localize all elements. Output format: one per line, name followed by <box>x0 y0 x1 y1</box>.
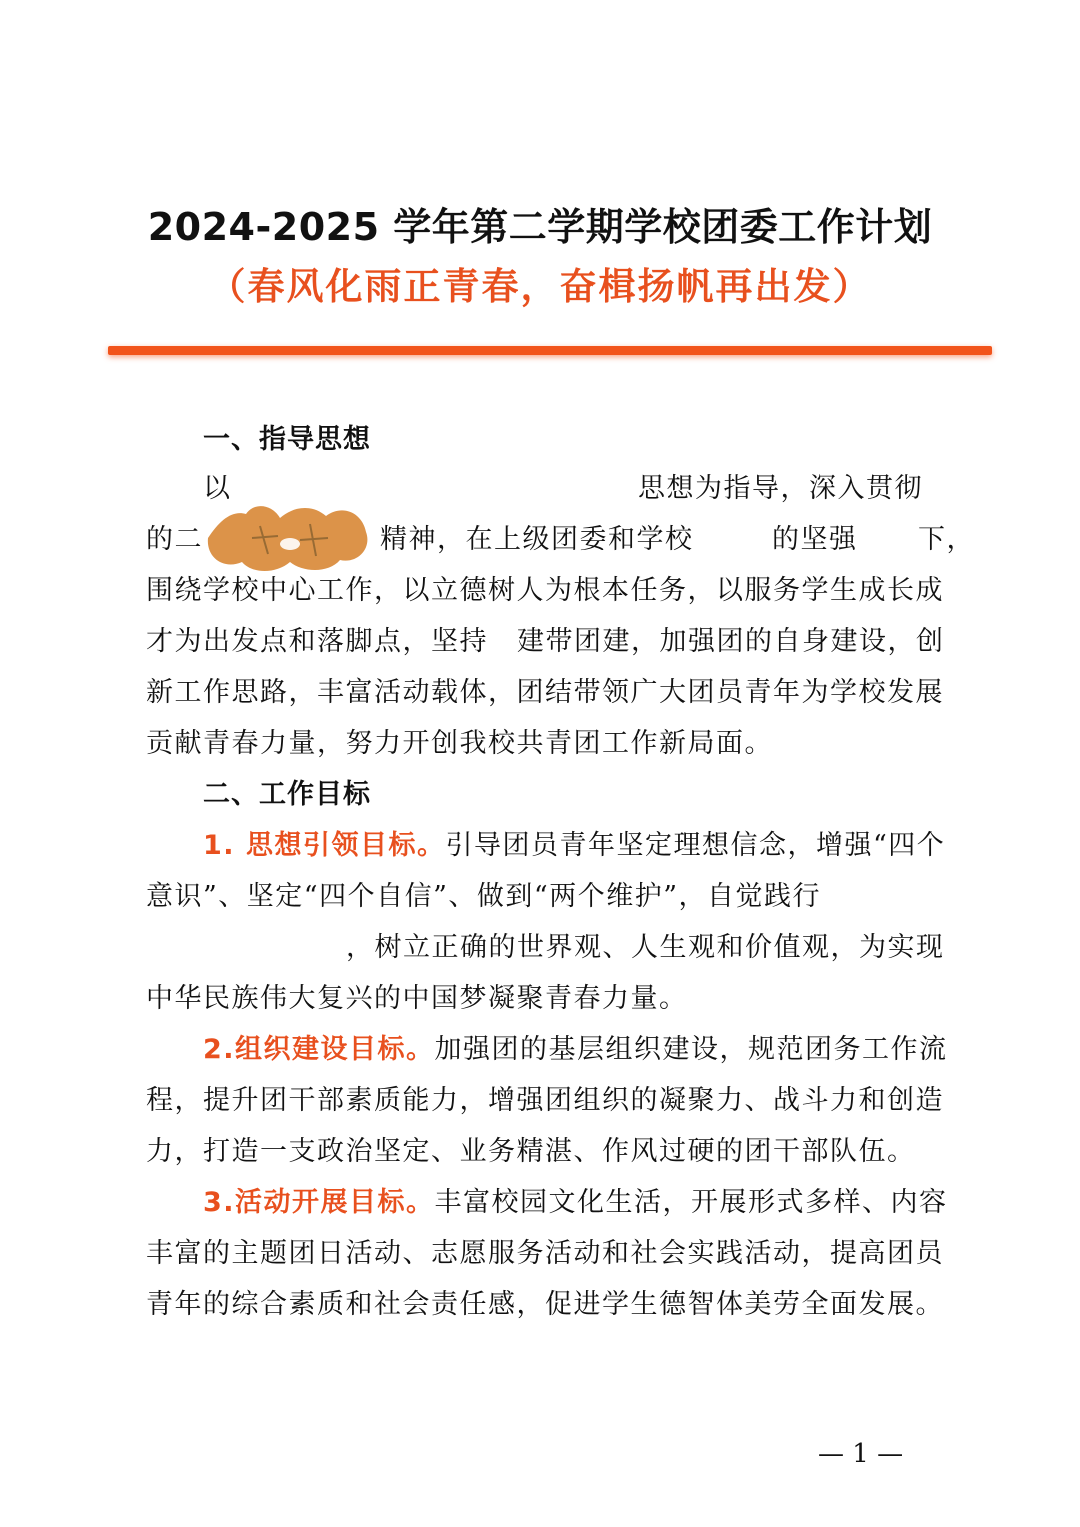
s1-line1-end: 思想为指导，深入贯彻 <box>638 473 923 504</box>
s1-line1-start: 以 <box>203 473 232 504</box>
goal1-line1 <box>203 826 945 866</box>
goal2-text1: 加强团的基层组织建设，规范团务工作流 <box>434 1034 948 1065</box>
goal3-line3: 青年的综合素质和社会责任感，促进学生德智体美劳全面发展。 <box>146 1289 944 1320</box>
s1-line4-start: 才为出发点和落脚点，坚持 <box>146 626 488 657</box>
goal1-line3: ，树立正确的世界观、人生观和价值观，为实现 <box>346 932 945 963</box>
goal3-lead: 3.活动开展目标。 <box>203 1187 435 1218</box>
goal2-line2: 程，提升团干部素质能力，增强团组织的凝聚力、战斗力和创造 <box>146 1085 944 1116</box>
document-title: 2024-2025 学年第二学期学校团委工作计划 <box>147 205 933 249</box>
s1-line5: 新工作思路，丰富活动载体，团结带领广大团员青年为学校发展 <box>146 677 944 708</box>
page-number: — 1 — <box>818 1439 904 1469</box>
s1-line2-start: 的二 <box>146 524 203 555</box>
goal1-text1: 引导团员青年坚定理想信念，增强“四个 <box>445 830 946 861</box>
goal2-line1 <box>203 1030 948 1070</box>
title-divider <box>108 346 992 355</box>
goal3-line1 <box>203 1183 948 1223</box>
redaction-scribble <box>202 498 372 576</box>
section1-heading: 一、指导思想 <box>203 424 371 455</box>
s1-line2-end: 下， <box>918 524 975 555</box>
goal2-line3: 力，打造一支政治坚定、业务精湛、作风过硬的团干部队伍。 <box>146 1136 916 1167</box>
s1-line2-tail: 的坚强 <box>772 524 858 555</box>
goal3-text1: 丰富校园文化生活，开展形式多样、内容 <box>434 1187 948 1218</box>
s1-line6: 贡献青春力量，努力开创我校共青团工作新局面。 <box>146 728 773 759</box>
goal1-lead: 1. 思想引领目标。 <box>203 830 446 861</box>
goal2-lead: 2.组织建设目标。 <box>203 1034 435 1065</box>
s1-line3: 围绕学校中心工作，以立德树人为根本任务，以服务学生成长成 <box>146 575 944 606</box>
s1-line2-mid: 精神，在上级团委和学校 <box>380 524 694 555</box>
document-subtitle: （春风化雨正青春，奋楫扬帆再出发） <box>208 265 872 308</box>
goal1-line2: 意识”、坚定“四个自信”、做到“两个维护”，自觉践行 <box>146 881 822 912</box>
s1-line4-end: 建带团建，加强团的自身建设，创 <box>517 626 945 657</box>
goal3-line2: 丰富的主题团日活动、志愿服务活动和社会实践活动，提高团员 <box>146 1238 944 1269</box>
section2-heading: 二、工作目标 <box>203 779 371 810</box>
goal1-line4: 中华民族伟大复兴的中国梦凝聚青春力量。 <box>146 983 688 1014</box>
